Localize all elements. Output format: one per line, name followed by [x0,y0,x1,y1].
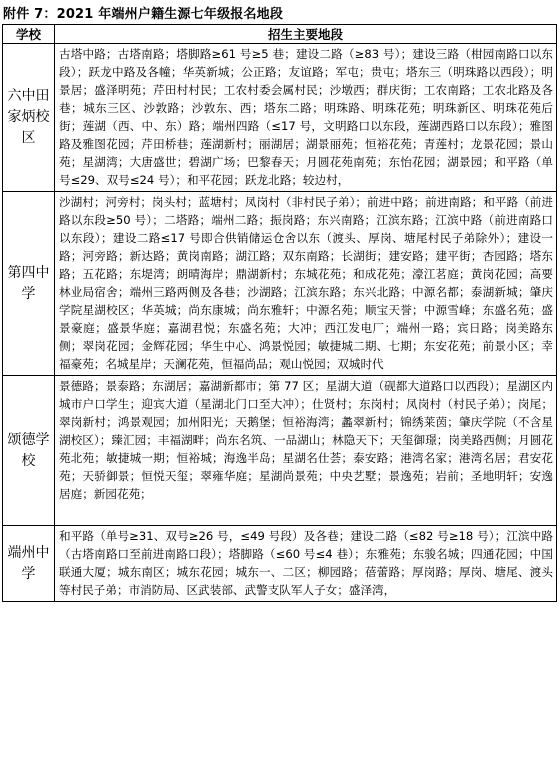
table-row [3,192,557,376]
school-cell: 颂德学校 [3,376,55,526]
header-area: 招生主要地段 [55,25,557,44]
area-cell [55,376,557,526]
table-row [3,526,557,602]
school-cell: 六中田家炳校区 [3,44,55,192]
table-row [3,376,557,526]
school-cell: 第四中学 [3,192,55,376]
cell-spacer [59,503,553,523]
area-text: 景德路；景泰路；东湖居；嘉湖新都市；第 77 区；星湖大道（砚都大道路口以西段）；星湖区内城市户口学生；迎宾大道（星湖北门口至大冲）；仕贤村；东岗村；凤岗村（村民子弟）；岗尾；翠岗新村；鸿景观园；加州阳光；天鹅堡；恒裕海湾；蠡翠新村；锦绣莱茵；肇庆学院（不含星湖校区）；臻汇园；丰福湖畔；尚东名筑、一品湖山；林隐天下；天玺御璟；岗美路西侧；月圆花苑北苑；敏捷城一期；恒裕城；海逸半岛；星湖名仕荟；泰安路；港湾名家；港湾名居；君安花苑；天骄御景；恒悦天玺；翠雍华庭；星湖尚景苑；中央艺墅；景逸苑；岩前；圣地明轩；安逸居庭；新园花苑； [59,379,553,501]
area-cell: 和平路（单号≥31、双号≥26 号，≤49 号段）及各巷；建设二路（≤82 号≥18 号）；江滨中路（古塔南路口至前进南路口段）；塔脚路（≤60 号≤4 巷）；东雅苑；东骏名城；四通花园；中国联通大厦；城东南区；城东花园；城东一、二区；柳园路；蓓蕾路；厚岗路；厚岗、塘尾、渡头等村民子弟；市消防局、区武装部、武警支队军人子女；盛泽湾， [55,526,557,602]
page-title: 附件 7：2021 年端州户籍生源七年级报名地段 [3,7,284,22]
area-cell: 古塔中路；古塔南路；塔脚路≥61 号≥5 巷；建设二路（≥83 号）；建设三路（柑园南路口以东段）；跃龙中路及各幢；华英新城；公正路；友谊路；军屯；贵屯；塔东三（明珠路以西段）；明景居；盛泽明苑；芹田村村民；工农村委会属村民；沙墩西；群庆街；工农南路；工农北路及各巷；城东三区、沙敦路；沙敦东、西；塔东二路；明珠路、明珠花苑；明珠新区、明珠花苑后街；莲湖（西、中、东）路；端州四路（≤17 号，文明路口以东段，莲湖西路口以东段）；雅图路及雅图花园；芹田桥巷；莲湖新村；丽湖居；湖景丽苑；恒裕花苑；青莲村；龙景花园；景山苑；星湖湾；大唐盛世；碧湖广场；巴黎春天；月圆花苑南苑；东怡花园；湖景园；和平路（单号≤29、双号≤24 号）；和平花园；跃龙北路；较边村， [55,44,557,192]
enrollment-table [2,24,557,602]
area-cell: 沙湖村；河旁村；岗头村；蓝塘村；凤岗村（非村民子弟）；前进中路；前进南路；和平路（前进路以东段≥50 号）；二塔路；端州二路；振岗路；东兴南路；江滨东路；江滨中路（前进南路口以东段）；建设二路≤17 号即合供销储运仓舍以东（渡头、厚岗、塘尾村民子弟除外）；建设一路；河旁路；新达路；黄岗南路；湖江路；双东南路；长湖街；建安路；建平街；杏园路；塔东路；五花路；东堤湾；朗晴海岸；鼎湖新村；东城花苑；和成花苑；濠江茗庭；黄岗花园；高要林业局宿舍；端州三路两侧及各巷；沙湖路；江滨东路；东兴北路；中源名都；泰湖新城；肇庆学院星湖校区；华英城；尚东康城；尚东雅轩；中源名苑；顺宝天誉；中源雪峰；东盛名苑；盛景豪庭；盛景华庭；嘉湖君悦；东盛名苑；大冲；西江发电厂；端州一路；宾日路；岗美路东侧；翠岗花园；金辉花园；华生中心、鸿景悦园；敏捷城二期、七期；东安花苑；前景小区；幸福豪苑；名城星岸；天澜花苑，恒福尚品；观山悦园；双城时代 [55,192,557,376]
school-cell: 端州中学 [3,526,55,602]
header-school: 学校 [3,25,55,44]
table-row [3,44,557,192]
table-header-row [3,25,557,44]
